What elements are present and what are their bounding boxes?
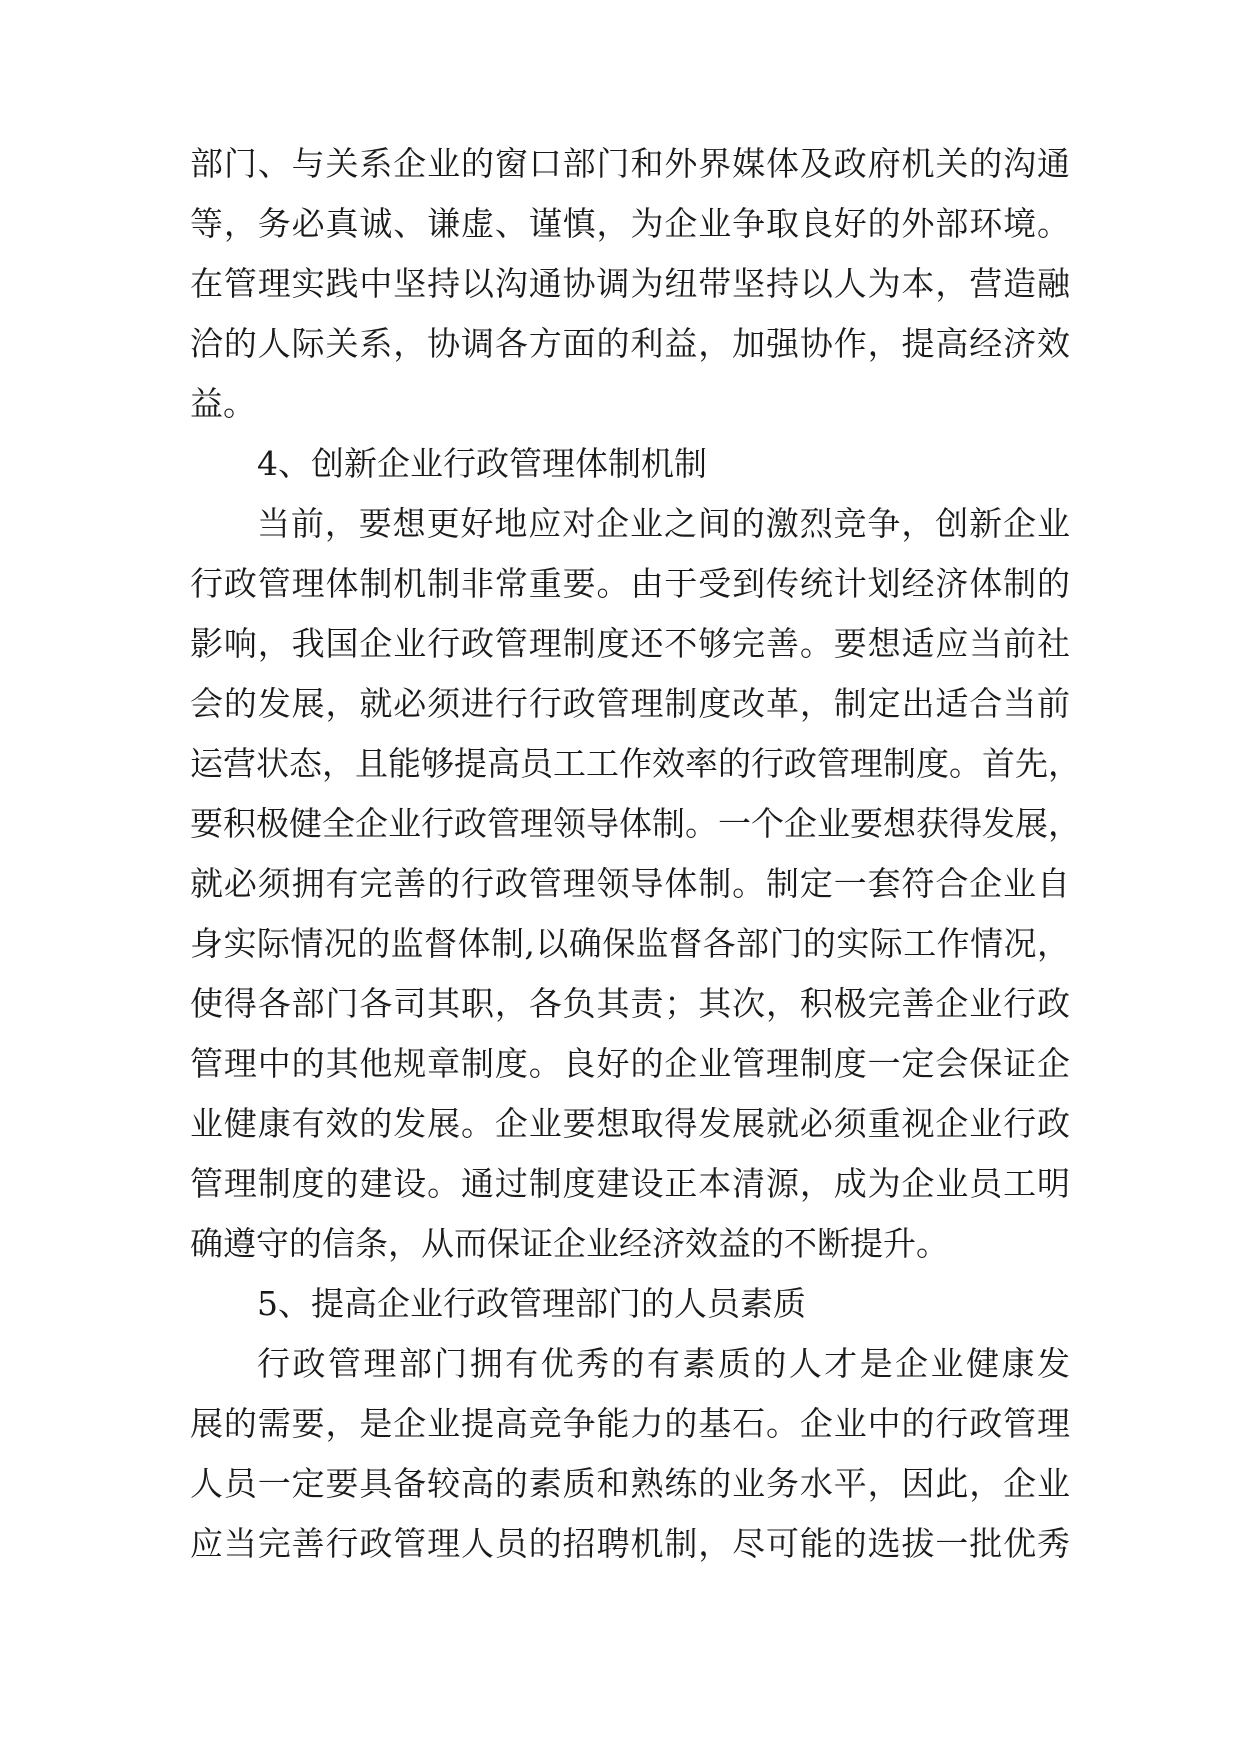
paragraph-line: 确遵守的信条，从而保证企业经济效益的不断提升。 [190, 1224, 949, 1263]
paragraph-line: 身实际情况的监督体制,以确保监督各部门的实际工作情况， [190, 924, 1070, 963]
paragraph-line: 应当完善行政管理人员的招聘机制，尽可能的选拔一批优秀 [190, 1524, 1070, 1563]
section-heading: 4、创新企业行政管理体制机制 [257, 444, 707, 483]
paragraph-line: 要积极健全企业行政管理领导体制。一个企业要想获得发展， [190, 804, 1081, 843]
paragraph-line: 行政管理部门拥有优秀的有素质的人才是企业健康发 [257, 1344, 1070, 1383]
paragraph-line: 益。 [190, 384, 256, 423]
paragraph-line: 当前，要想更好地应对企业之间的激烈竞争，创新企业 [257, 504, 1070, 543]
paragraph-line: 行政管理体制机制非常重要。由于受到传统计划经济体制的 [190, 564, 1070, 603]
paragraph-line: 运营状态，且能够提高员工工作效率的行政管理制度。首先， [190, 744, 1081, 783]
paragraph-line: 人员一定要具备较高的素质和熟练的业务水平，因此，企业 [190, 1464, 1070, 1503]
paragraph-line: 会的发展，就必须进行行政管理制度改革，制定出适合当前 [190, 684, 1070, 723]
paragraph-line: 洽的人际关系，协调各方面的利益，加强协作，提高经济效 [190, 324, 1070, 363]
paragraph-line: 就必须拥有完善的行政管理领导体制。制定一套符合企业自 [190, 864, 1070, 903]
paragraph-line: 部门、与关系企业的窗口部门和外界媒体及政府机关的沟通 [190, 144, 1070, 183]
paragraph-line: 管理中的其他规章制度。良好的企业管理制度一定会保证企 [190, 1044, 1070, 1083]
paragraph-line: 管理制度的建设。通过制度建设正本清源，成为企业员工明 [190, 1164, 1070, 1203]
paragraph-line: 等，务必真诚、谦虚、谨慎，为企业争取良好的外部环境。 [190, 204, 1070, 243]
paragraph-line: 使得各部门各司其职，各负其责；其次，积极完善企业行政 [190, 984, 1070, 1023]
paragraph-line: 业健康有效的发展。企业要想取得发展就必须重视企业行政 [190, 1104, 1070, 1143]
paragraph-line: 展的需要，是企业提高竞争能力的基石。企业中的行政管理 [190, 1404, 1070, 1443]
paragraph-line: 影响，我国企业行政管理制度还不够完善。要想适应当前社 [190, 624, 1070, 663]
section-heading: 5、提高企业行政管理部门的人员素质 [257, 1284, 806, 1323]
paragraph-line: 在管理实践中坚持以沟通协调为纽带坚持以人为本，营造融 [190, 264, 1070, 303]
